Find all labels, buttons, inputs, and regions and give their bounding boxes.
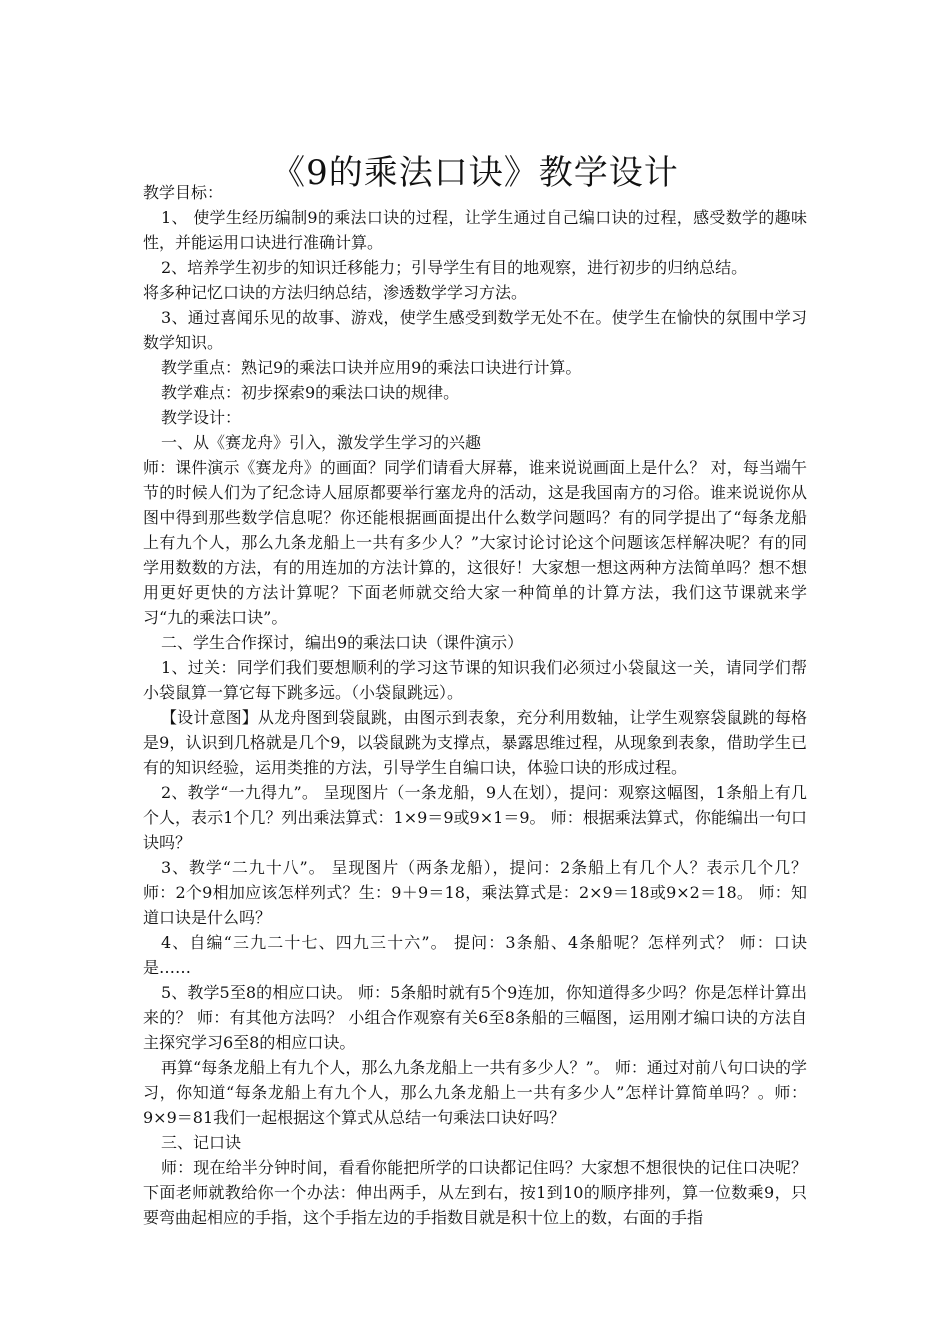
- paragraph: 教学重点：熟记9的乘法口诀并应用9的乘法口诀进行计算。: [161, 358, 582, 377]
- paragraph: 2、培养学生初步的知识迁移能力；引导学生有目的地观察，进行初步的归纳总结。: [161, 258, 748, 277]
- paragraph: 2、教学“一九得九”。 呈现图片（一条龙船，9人在划），提问：观察这幅图，1条船上有几个人，表示1个几？列出乘法算式：1×9＝9或9×1＝9。 师：根据乘法算式，你能编出一句口诀吗？: [143, 783, 807, 852]
- paragraph: 教学难点：初步探索9的乘法口诀的规律。: [161, 383, 460, 402]
- paragraph: 师：现在给半分钟时间，看看你能把所学的口诀都记住吗？大家想不想很快的记住口决呢？下面老师就教给你一个办法：伸出两手，从左到右，按1到10的顺序排列，算一位数乘9，只要弯曲起相应的手指，这个手指左边的手指数目就是积十位上的数，右面的手指: [143, 1158, 807, 1227]
- paragraph: 5、教学5至8的相应口诀。 师：5条船时就有5个9连加，你知道得多少吗？你是怎样计算出来的？ 师：有其他方法吗？ 小组合作观察有关6至8条船的三幅图，运用刚才编口诀的方法自主探究学习6至8的相应口诀。: [143, 983, 807, 1052]
- paragraph: 教学目标：: [143, 183, 224, 202]
- paragraph: 教学设计：: [161, 408, 242, 427]
- paragraph: 【设计意图】从龙舟图到袋鼠跳，由图示到表象，充分利用数轴，让学生观察袋鼠跳的每格是9，认识到几格就是几个9，以袋鼠跳为支撑点，暴露思维过程，从现象到表象，借助学生已有的知识经验，运用类推的方法，引导学生自编口诀，体验口诀的形成过程。: [143, 708, 807, 777]
- paragraph: 二、学生合作探讨，编出9的乘法口诀（课件演示）: [161, 633, 524, 652]
- paragraph: 3、教学“二九十八”。 呈现图片（两条龙船），提问：2条船上有几个人？表示几个几？ 师：2个9相加应该怎样列式？生：9＋9＝18，乘法算式是：2×9＝18或9×2＝18。 师：知道口诀是什么吗？: [143, 858, 807, 927]
- paragraph: 再算“每条龙船上有九个人，那么九条龙船上一共有多少人？”。 师：通过对前八句口诀的学习，你知道“每条龙船上有九个人，那么九条龙船上一共有多少人”怎样计算简单吗？。师：9×9＝81我们一起根据这个算式从总结一句乘法口诀好吗？: [143, 1058, 807, 1127]
- paragraph: 师：课件演示《赛龙舟》的画面？同学们请看大屏幕，谁来说说画面上是什么？ 对，每当端午节的时候人们为了纪念诗人屈原都要举行塞龙舟的活动，这是我国南方的习俗。谁来说说你从图中得到那些数学信息呢？你还能根据画面提出什么数学问题吗？有的同学提出了“每条龙船上有九个人，那么九条龙船上一共有多少人？”大家讨论讨论这个问题该怎样解决呢？有的同学用数数的方法，有的用连加的方法计算的，这很好！大家想一想这两种方法简单吗？想不想用更好更快的方法计算呢？下面老师就交给大家一种简单的计算方法，我们这节课就来学习“九的乘法口诀”。: [143, 458, 807, 627]
- document-title: 《9的乘法口诀》教学设计: [271, 152, 679, 193]
- paragraph: 一、从《赛龙舟》引入，激发学生学习的兴趣: [161, 433, 482, 452]
- paragraph: 1、过关：同学们我们要想顺利的学习这节课的知识我们必须过小袋鼠这一关，请同学们帮小袋鼠算一算它每下跳多远。（小袋鼠跳远）。: [143, 658, 807, 702]
- paragraph: 三、记口诀: [161, 1133, 242, 1152]
- paragraph: 将多种记忆口诀的方法归纳总结，渗透数学学习方法。: [143, 283, 528, 302]
- document-body: [143, 180, 807, 1230]
- paragraph: 1、 使学生经历编制9的乘法口诀的过程，让学生通过自己编口诀的过程，感受数学的趣味性，并能运用口诀进行准确计算。: [143, 208, 807, 252]
- paragraph: 3、通过喜闻乐见的故事、游戏，使学生感受到数学无处不在。使学生在愉快的氛围中学习数学知识。: [143, 308, 807, 352]
- paragraph: 4、自编“三九二十七、四九三十六”。 提问：3条船、4条船呢？怎样列式？ 师：口诀是……: [143, 933, 807, 977]
